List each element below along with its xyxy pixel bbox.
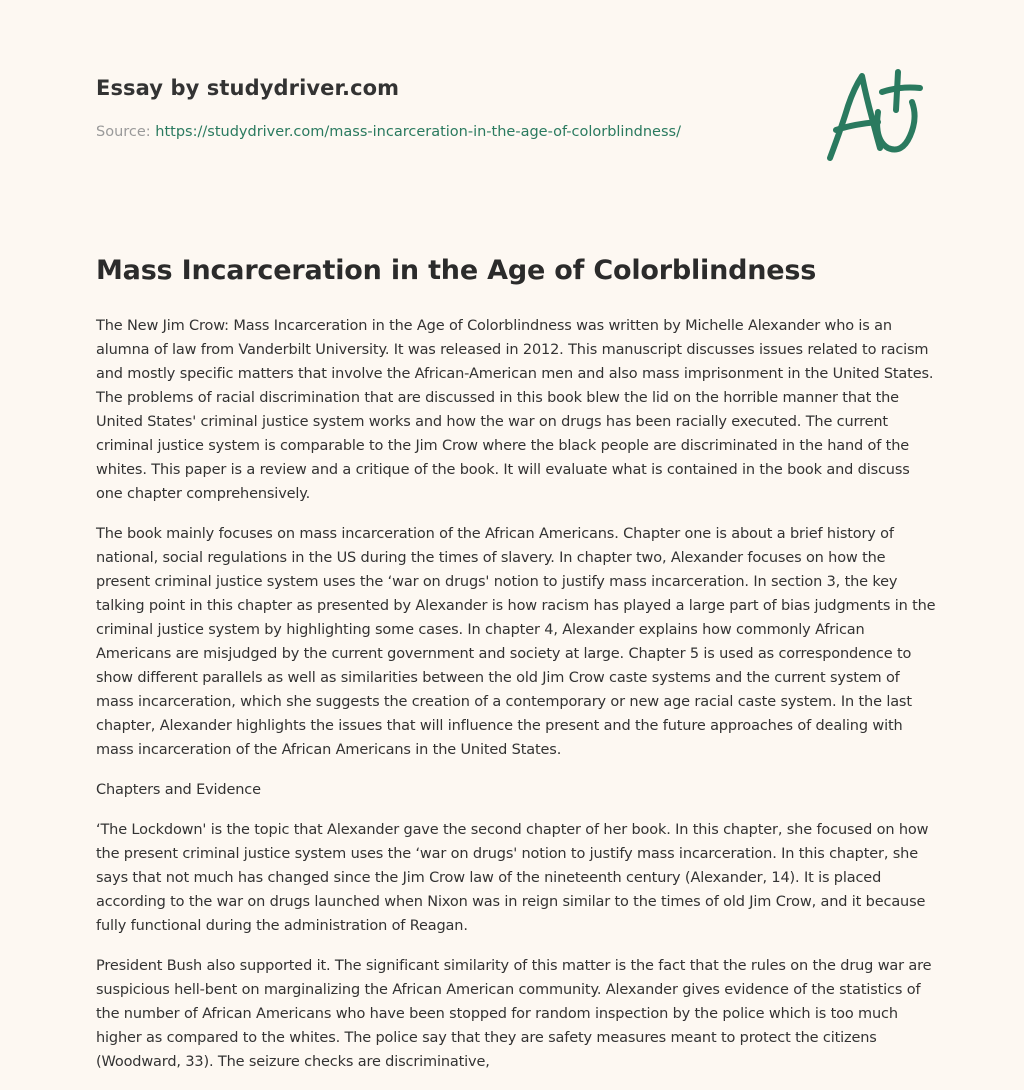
paragraph-intro: The New Jim Crow: Mass Incarceration in the Age of Colorblindness was written by Michelle Alexander who is an alumna of law from Vanderbilt University. It was released in 2012. This manuscript discusses issues related to racism and mostly specific matters that involve the African-American men and also mass imprisonment in the United States. The problems of racial discrimination that are discussed in this book blew the lid on the horrible manner that the United States' criminal justice system works and how the war on drugs has been racially executed. The current criminal justice system is comparable to the Jim Crow where the black people are discriminated in the hand of the whites. This paper is a review and a critique of the book. It will evaluate what is contained in the book and discuss one chapter comprehensively. <box>96 318 934 502</box>
source-line <box>96 124 681 140</box>
a-plus-logo-icon <box>820 66 930 166</box>
page-title: Mass Incarceration in the Age of Colorblindness <box>96 255 817 286</box>
article-body <box>96 314 936 1090</box>
paragraph-bush-support: President Bush also supported it. The significant similarity of this matter is the fact that the rules on the drug war are suspicious hell-bent on marginalizing the African American community. Alexander gives evidence of the statistics of the number of African Americans who have been stopped for random inspection by the police which is too much higher as compared to the whites. The police say that they are safety measures meant to protect the citizens (Woodward, 33). The seizure checks are discriminative, <box>96 958 932 1070</box>
source-label: Source: <box>96 124 151 140</box>
source-link[interactable]: https://studydriver.com/mass-incarceration-in-the-age-of-colorblindness/ <box>155 124 681 140</box>
section-heading-chapters-evidence: Chapters and Evidence <box>96 782 261 798</box>
paragraph-book-overview: The book mainly focuses on mass incarceration of the African Americans. Chapter one is about a brief history of national, social regulations in the US during the times of slavery. In chapter two, Alexander focuses on how the present criminal justice system uses the ‘war on drugs' notion to justify mass incarceration. In section 3, the key talking point in this chapter as presented by Alexander is how racism has played a large part of bias judgments in the criminal justice system by highlighting some cases. In chapter 4, Alexander explains how commonly African Americans are misjudged by the current government and society at large. Chapter 5 is used as correspondence to show different parallels as well as similarities between the old Jim Crow caste systems and the current system of mass incarceration, which she suggests the creation of a contemporary or new age racial caste system. In the last chapter, Alexander highlights the issues that will influence the present and the future approaches of dealing with mass incarceration of the African Americans in the United States. <box>96 526 936 758</box>
paragraph-lockdown-chapter: ‘The Lockdown' is the topic that Alexander gave the second chapter of her book. In this chapter, she focused on how the present criminal justice system uses the ‘war on drugs' notion to justify mass incarceration. In this chapter, she says that not much has changed since the Jim Crow law of the nineteenth century (Alexander, 14). It is placed according to the war on drugs launched when Nixon was in reign similar to the times of old Jim Crow, and it because fully functional during the administration of Reagan. <box>96 822 929 934</box>
site-brand-title: Essay by studydriver.com <box>96 76 400 100</box>
